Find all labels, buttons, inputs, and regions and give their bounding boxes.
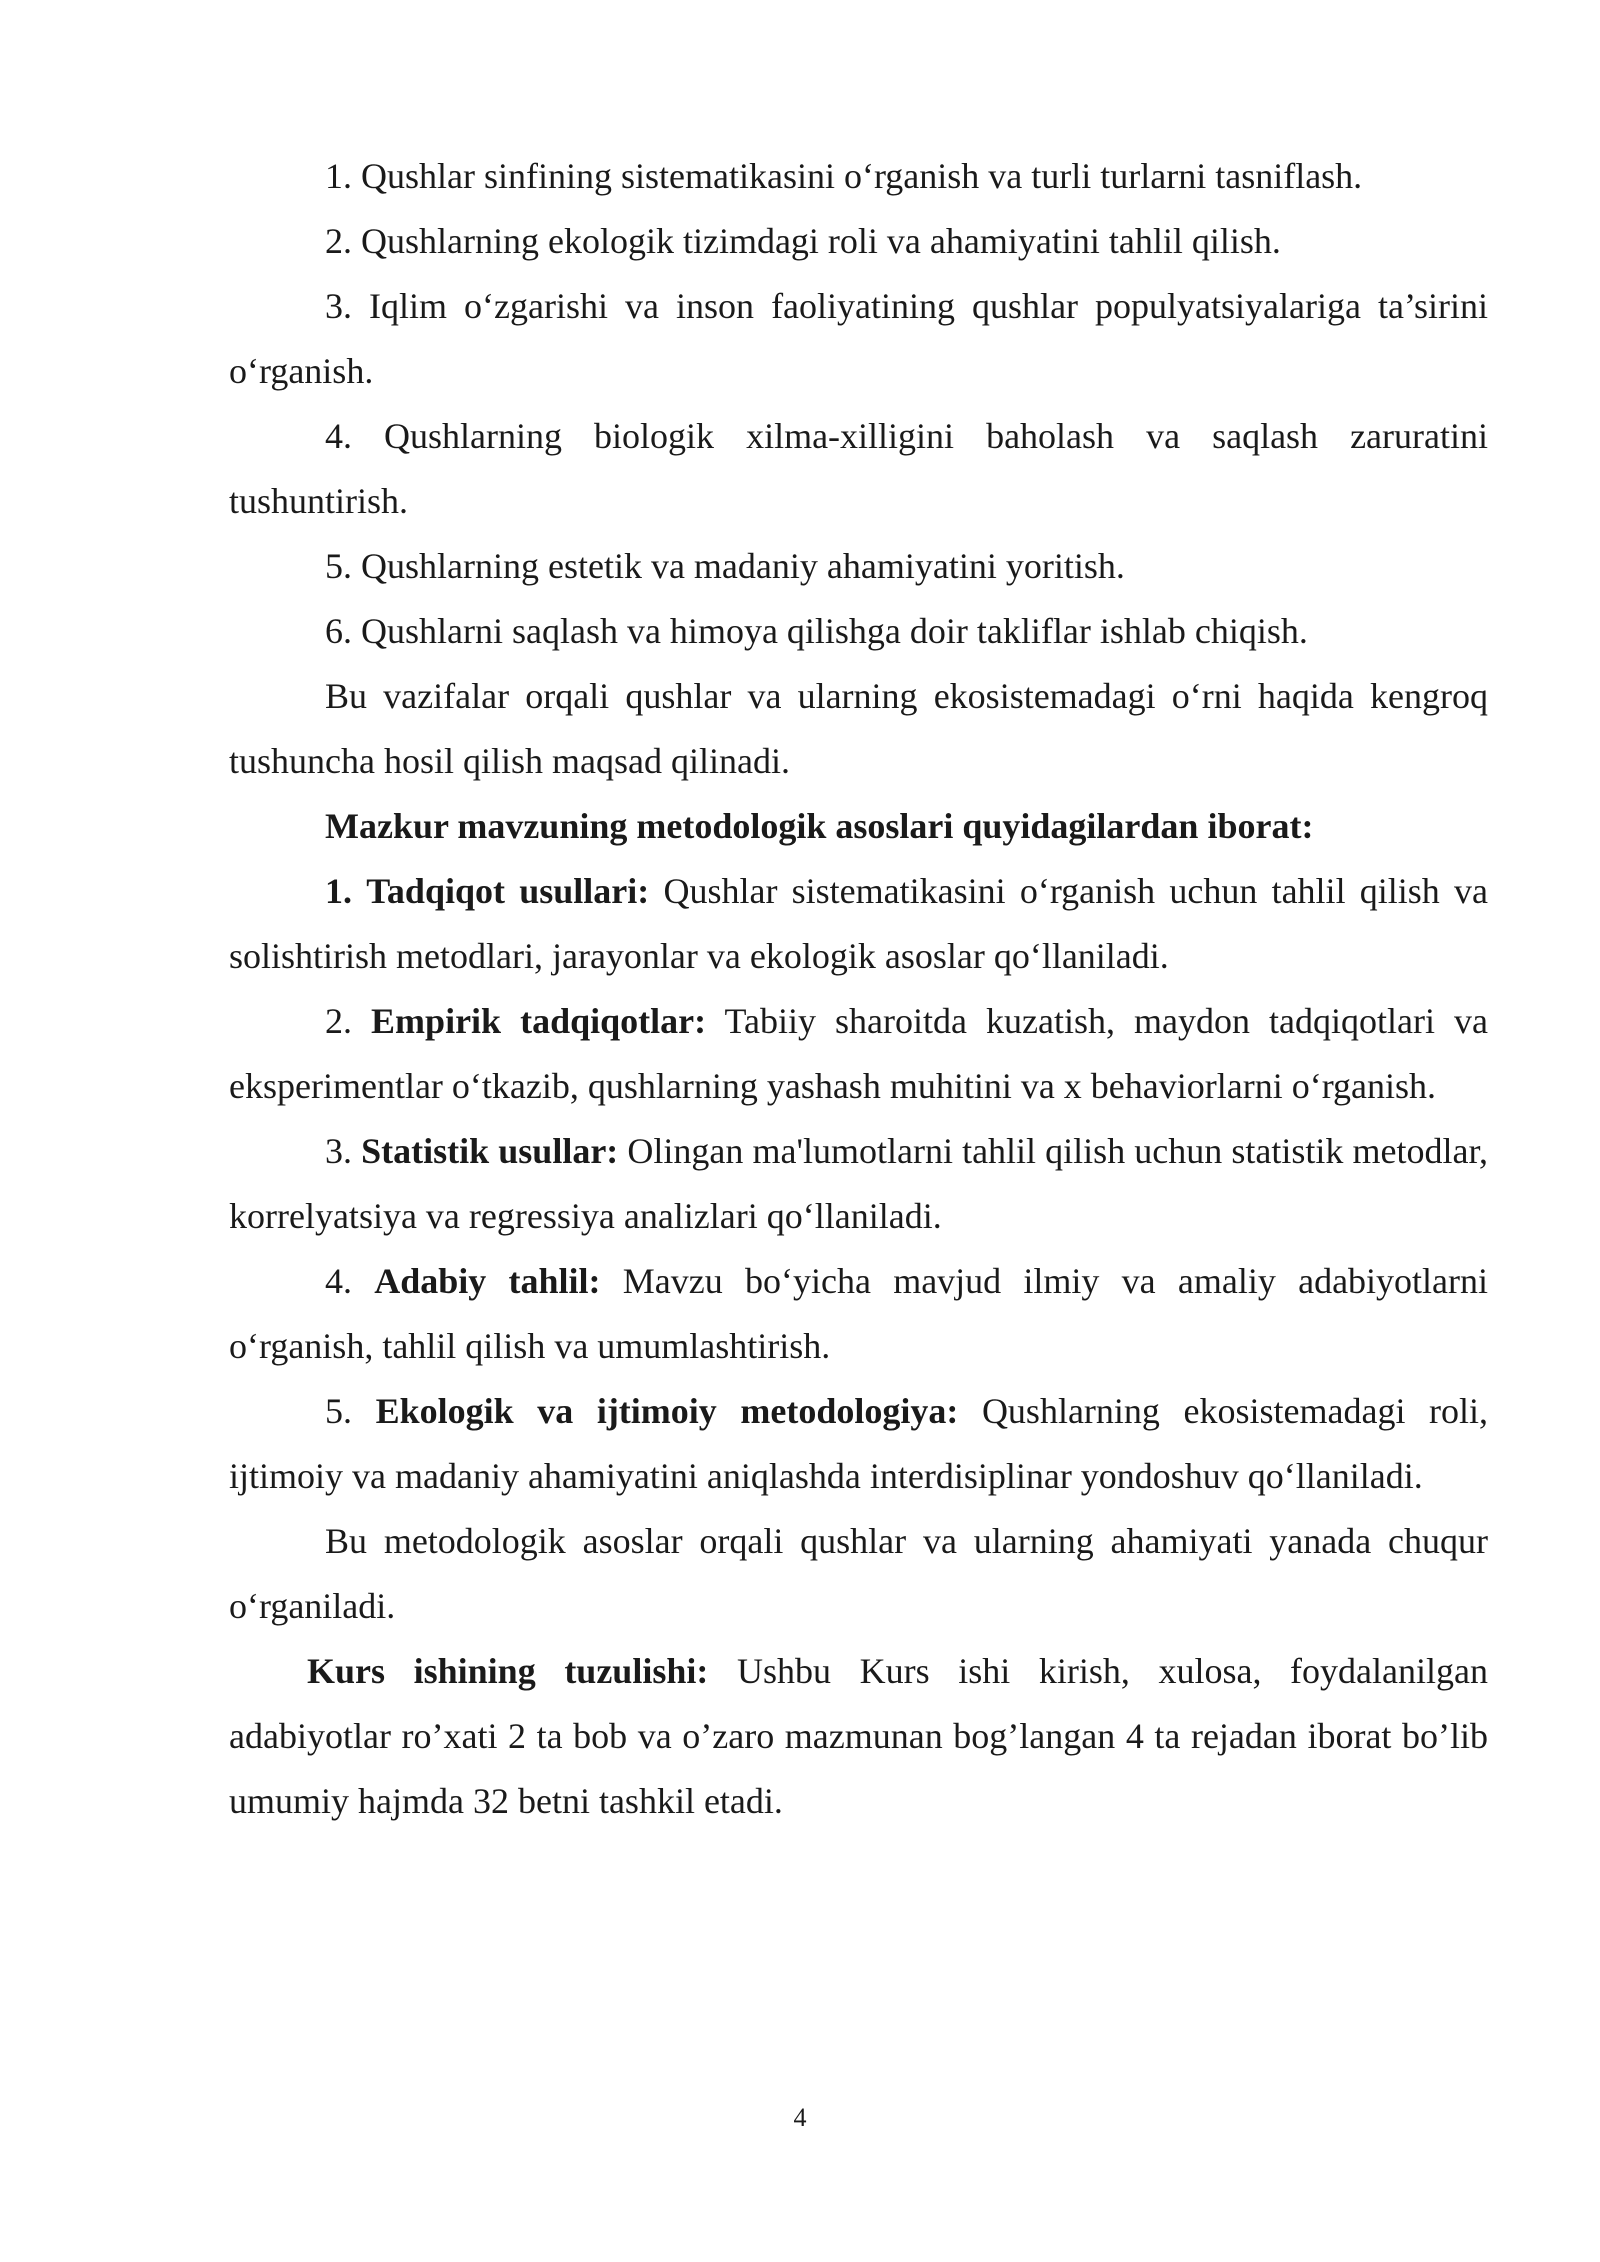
methodology-summary-paragraph: Bu metodologik asoslar orqali qushlar va ularning ahamiyati yanada chuqur o‘rganiladi. bbox=[229, 1521, 1488, 1626]
methodology-item-term: Empirik tadqiqotlar: bbox=[371, 1001, 707, 1041]
methodology-item-number: 3. bbox=[325, 1131, 352, 1171]
structure-text: Ushbu Kurs ishi kirish, xulosa, foydalanilgan adabiyotlar ro’xati 2 ta bob va o’zaro mazmunan bog’langan 4 ta rejadan iborat bo’lib umumiy hajmda 32 betni tashkil etadi. bbox=[229, 1651, 1488, 1821]
methodology-item-term: Ekologik va ijtimoiy metodologiya: bbox=[375, 1391, 959, 1431]
methodology-item-text: Olingan ma'lumotlarni tahlil qilish uchun statistik metodlar, korrelyatsiya va regressiya analizlari qo‘llaniladi. bbox=[229, 1131, 1489, 1236]
methodology-item-5 bbox=[229, 1379, 1488, 1509]
methodology-item-number: 4. bbox=[325, 1261, 352, 1301]
task-item-3: 3. Iqlim o‘zgarishi va inson faoliyatining qushlar populyatsiyalariga ta’sirini o‘rganish. bbox=[229, 286, 1488, 391]
task-item-5: 5. Qushlarning estetik va madaniy ahamiyatini yoritish. bbox=[325, 546, 1125, 586]
methodology-item-2 bbox=[229, 989, 1488, 1119]
structure-term: Kurs ishining tuzulishi: bbox=[307, 1651, 709, 1691]
methodology-item-1 bbox=[229, 859, 1488, 989]
methodology-heading: Mazkur mavzuning metodologik asoslari quyidagilardan iborat: bbox=[325, 806, 1314, 846]
tasks-summary-paragraph: Bu vazifalar orqali qushlar va ularning ekosistemadagi o‘rni haqida kengroq tushuncha hosil qilish maqsad qilinadi. bbox=[229, 676, 1488, 781]
methodology-item-text: Tabiiy sharoitda kuzatish, maydon tadqiqotlari va eksperimentlar o‘tkazib, qushlarning yashash muhitini va x behaviorlarni o‘rganish. bbox=[229, 1001, 1488, 1106]
task-item-1: 1. Qushlar sinfining sistematikasini o‘rganish va turli turlarni tasniflash. bbox=[325, 156, 1363, 196]
methodology-item-text: Mavzu bo‘yicha mavjud ilmiy va amaliy adabiyotlarni o‘rganish, tahlil qilish va umumlashtirish. bbox=[229, 1261, 1489, 1366]
task-item-2: 2. Qushlarning ekologik tizimdagi roli va ahamiyatini tahlil qilish. bbox=[325, 221, 1281, 261]
methodology-item-number: 5. bbox=[325, 1391, 352, 1431]
methodology-item-number: 2. bbox=[325, 1001, 352, 1041]
methodology-item-term: Adabiy tahlil: bbox=[374, 1261, 601, 1301]
methodology-item-4 bbox=[229, 1249, 1488, 1379]
methodology-item-term: Tadqiqot usullari: bbox=[366, 871, 650, 911]
methodology-item-text: Qushlarning ekosistemadagi roli, ijtimoiy va madaniy ahamiyatini aniqlashda interdisiplinar yondoshuv qo‘llaniladi. bbox=[229, 1391, 1489, 1496]
page-body bbox=[229, 144, 1488, 1834]
methodology-item-term: Statistik usullar: bbox=[361, 1131, 619, 1171]
methodology-item-number: 1. bbox=[325, 871, 352, 911]
task-item-4: 4. Qushlarning biologik xilma-xilligini baholash va saqlash zaruratini tushuntirish. bbox=[229, 416, 1488, 521]
structure-paragraph bbox=[229, 1639, 1488, 1834]
task-item-6: 6. Qushlarni saqlash va himoya qilishga doir takliflar ishlab chiqish. bbox=[325, 611, 1308, 651]
page-number: 4 bbox=[793, 2103, 807, 2132]
methodology-item-3 bbox=[229, 1119, 1488, 1249]
methodology-item-text: Qushlar sistematikasini o‘rganish uchun tahlil qilish va solishtirish metodlari, jarayonlar va ekologik asoslar qo‘llaniladi. bbox=[229, 871, 1488, 976]
